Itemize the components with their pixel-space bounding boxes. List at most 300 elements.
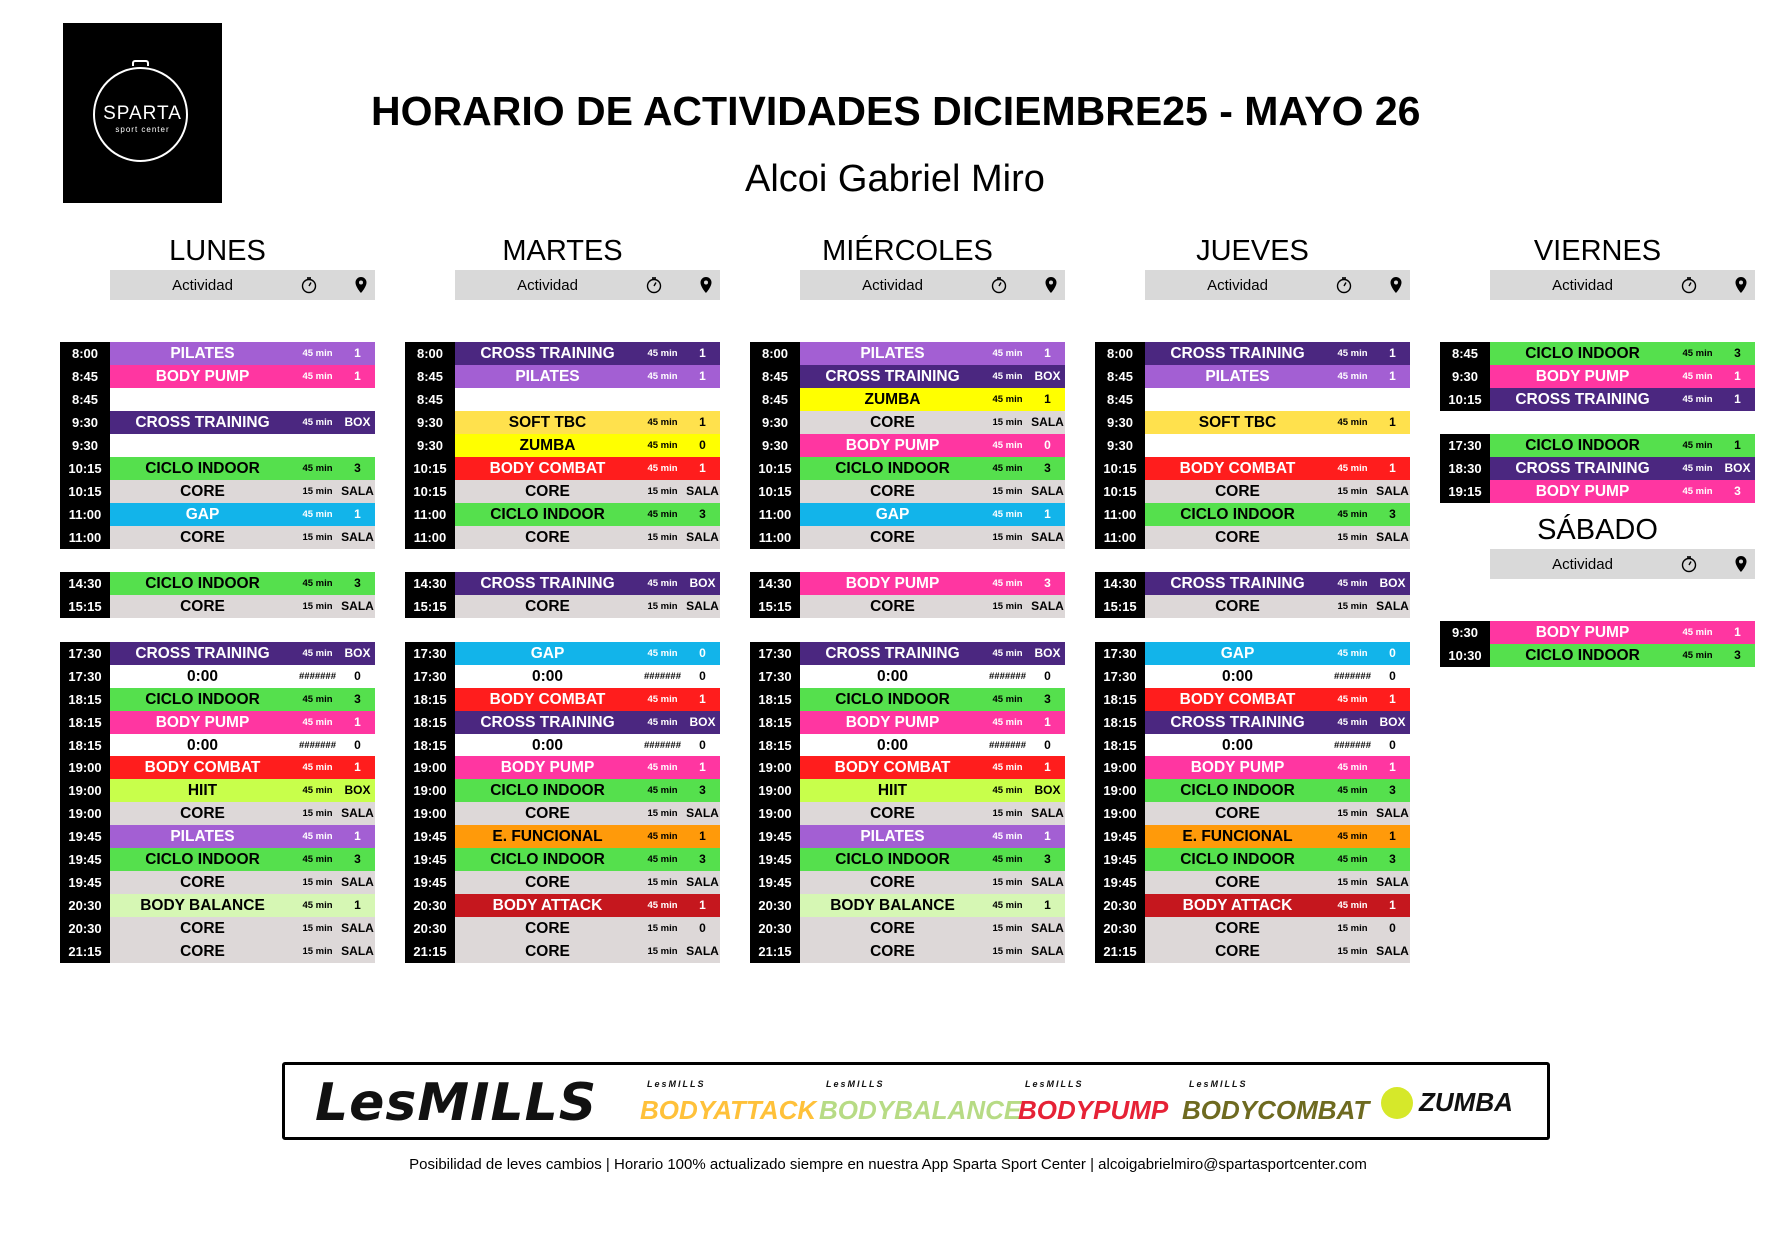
class-duration: 45 min xyxy=(1330,365,1375,388)
class-name: CORE xyxy=(800,802,985,825)
class-name: PILATES xyxy=(1145,365,1330,388)
schedule-row xyxy=(1440,621,1755,644)
class-time: 15:15 xyxy=(405,595,455,618)
schedule-row xyxy=(1095,756,1410,779)
class-room: 1 xyxy=(685,411,720,434)
class-name: CORE xyxy=(800,917,985,940)
class-name: BODY PUMP xyxy=(455,756,640,779)
class-time: 18:15 xyxy=(750,711,800,734)
class-name: CICLO INDOOR xyxy=(1490,644,1675,667)
schedule-row xyxy=(60,711,375,734)
class-time: 15:15 xyxy=(1095,595,1145,618)
class-time: 9:30 xyxy=(60,411,110,434)
class-room: SALA xyxy=(340,480,375,503)
class-name: 0:00 xyxy=(110,665,295,688)
schedule-row xyxy=(405,940,720,963)
class-duration: 45 min xyxy=(985,457,1030,480)
class-room: 1 xyxy=(685,342,720,365)
class-room: 3 xyxy=(340,572,375,595)
class-room: 1 xyxy=(1375,688,1410,711)
schedule-row xyxy=(405,365,720,388)
class-room: 3 xyxy=(1030,572,1065,595)
class-room: SALA xyxy=(1030,802,1065,825)
class-duration: 45 min xyxy=(985,894,1030,917)
class-duration: ####### xyxy=(640,734,685,757)
class-name: CICLO INDOOR xyxy=(1490,342,1675,365)
schedule-row xyxy=(750,848,1065,871)
class-duration: 45 min xyxy=(295,894,340,917)
class-duration: 15 min xyxy=(295,940,340,963)
day-title: MARTES xyxy=(502,235,623,267)
class-duration: 45 min xyxy=(1675,388,1720,411)
schedule-row xyxy=(1095,503,1410,526)
bodybalance-prefix: LesMILLS xyxy=(826,1079,885,1089)
schedule-row xyxy=(60,595,375,618)
class-name: HIIT xyxy=(110,779,295,802)
schedule-row xyxy=(1095,940,1410,963)
class-room: 1 xyxy=(1375,894,1410,917)
class-name: CROSS TRAINING xyxy=(110,642,295,665)
class-room: 3 xyxy=(340,688,375,711)
class-time: 9:30 xyxy=(1440,365,1490,388)
class-room: 0 xyxy=(685,917,720,940)
class-time: 17:30 xyxy=(750,642,800,665)
class-duration: 45 min xyxy=(1330,688,1375,711)
class-time: 18:15 xyxy=(750,688,800,711)
class-duration: 45 min xyxy=(640,894,685,917)
class-duration: 45 min xyxy=(640,434,685,457)
class-time: 10:30 xyxy=(1440,644,1490,667)
class-room xyxy=(340,434,375,457)
class-room: BOX xyxy=(340,779,375,802)
class-duration: 45 min xyxy=(985,434,1030,457)
class-name: CORE xyxy=(110,595,295,618)
class-duration xyxy=(640,388,685,411)
schedule-row xyxy=(405,411,720,434)
class-duration: 45 min xyxy=(1330,825,1375,848)
day-title: JUEVES xyxy=(1196,235,1309,267)
schedule-row xyxy=(1095,365,1410,388)
class-duration: 45 min xyxy=(985,779,1030,802)
schedule-row xyxy=(750,825,1065,848)
class-duration: 45 min xyxy=(985,848,1030,871)
schedule-row xyxy=(60,665,375,688)
class-time: 10:15 xyxy=(60,480,110,503)
class-time: 8:00 xyxy=(750,342,800,365)
class-time: 10:15 xyxy=(405,480,455,503)
class-name: CORE xyxy=(1145,595,1330,618)
location-pin-icon xyxy=(354,276,368,298)
location-pin-icon xyxy=(1044,276,1058,298)
class-duration: 15 min xyxy=(640,940,685,963)
class-time: 18:15 xyxy=(750,734,800,757)
class-name: CROSS TRAINING xyxy=(1145,342,1330,365)
class-room: BOX xyxy=(340,642,375,665)
zumba-icon xyxy=(1381,1087,1413,1119)
class-room: BOX xyxy=(1030,642,1065,665)
logo-brand: SPARTA xyxy=(103,103,182,124)
class-time: 19:00 xyxy=(750,756,800,779)
class-room: 0 xyxy=(685,665,720,688)
class-time: 17:30 xyxy=(60,642,110,665)
bodyattack-logo: BODYATTACK xyxy=(640,1095,817,1125)
class-room: 1 xyxy=(1720,621,1755,644)
class-duration: 45 min xyxy=(985,756,1030,779)
class-room: 1 xyxy=(1375,365,1410,388)
class-time: 19:45 xyxy=(405,848,455,871)
class-name: PILATES xyxy=(800,825,985,848)
class-room: SALA xyxy=(1375,940,1410,963)
schedule-row xyxy=(1095,734,1410,757)
class-time: 19:45 xyxy=(1095,825,1145,848)
class-time: 17:30 xyxy=(405,642,455,665)
location-pin-icon xyxy=(1389,276,1403,298)
class-duration: 15 min xyxy=(1330,871,1375,894)
schedule-row xyxy=(60,825,375,848)
schedule-row xyxy=(60,779,375,802)
class-duration: 15 min xyxy=(640,871,685,894)
class-room: SALA xyxy=(1375,871,1410,894)
class-time: 8:45 xyxy=(1095,365,1145,388)
class-room: 3 xyxy=(1375,779,1410,802)
lesmills-logo: LesMILLS xyxy=(315,1073,598,1133)
column-header xyxy=(1145,270,1410,300)
class-duration xyxy=(295,388,340,411)
schedule-row xyxy=(60,848,375,871)
class-room: 0 xyxy=(1375,734,1410,757)
schedule-row xyxy=(405,457,720,480)
schedule-row xyxy=(60,642,375,665)
class-room: SALA xyxy=(1375,595,1410,618)
class-name: SOFT TBC xyxy=(455,411,640,434)
class-name xyxy=(1145,434,1330,457)
class-room: 1 xyxy=(1720,388,1755,411)
class-name: CICLO INDOOR xyxy=(1145,848,1330,871)
class-time: 17:30 xyxy=(405,665,455,688)
class-duration: 45 min xyxy=(1330,756,1375,779)
class-time: 10:15 xyxy=(405,457,455,480)
class-room: BOX xyxy=(685,711,720,734)
column-header-activity: Actividad xyxy=(517,277,578,294)
column-header xyxy=(1490,270,1755,300)
class-duration: 45 min xyxy=(295,457,340,480)
class-duration: 15 min xyxy=(985,480,1030,503)
schedule-row xyxy=(1095,342,1410,365)
schedule-row xyxy=(60,894,375,917)
class-room: SALA xyxy=(340,917,375,940)
schedule-row xyxy=(60,503,375,526)
class-name: CORE xyxy=(455,940,640,963)
class-name: CORE xyxy=(110,802,295,825)
class-name: BODY ATTACK xyxy=(455,894,640,917)
class-time: 11:00 xyxy=(60,526,110,549)
class-name: BODY PUMP xyxy=(800,711,985,734)
class-duration: ####### xyxy=(295,734,340,757)
class-time: 10:15 xyxy=(1095,480,1145,503)
class-room: 0 xyxy=(1030,734,1065,757)
class-time: 19:00 xyxy=(60,802,110,825)
class-name: E. FUNCIONAL xyxy=(1145,825,1330,848)
schedule-row xyxy=(750,526,1065,549)
class-room: 1 xyxy=(340,756,375,779)
schedule-row xyxy=(1095,480,1410,503)
class-name: BODY COMBAT xyxy=(455,457,640,480)
bodybalance-logo: BODYBALANCE xyxy=(819,1095,1022,1125)
class-duration: 45 min xyxy=(295,688,340,711)
class-name: CICLO INDOOR xyxy=(1490,434,1675,457)
class-duration: 15 min xyxy=(295,595,340,618)
class-duration: 45 min xyxy=(295,642,340,665)
class-duration: ####### xyxy=(1330,734,1375,757)
class-duration: ####### xyxy=(295,665,340,688)
class-name: BODY COMBAT xyxy=(455,688,640,711)
class-duration: 45 min xyxy=(640,779,685,802)
class-duration: 45 min xyxy=(295,848,340,871)
class-duration: 15 min xyxy=(295,526,340,549)
schedule-row xyxy=(1095,434,1410,457)
class-room: 1 xyxy=(1375,411,1410,434)
class-room: 1 xyxy=(1720,365,1755,388)
class-room: SALA xyxy=(1030,526,1065,549)
class-time: 8:45 xyxy=(60,388,110,411)
class-name: CICLO INDOOR xyxy=(110,457,295,480)
class-time: 11:00 xyxy=(1095,503,1145,526)
class-name: BODY COMBAT xyxy=(1145,688,1330,711)
schedule-row xyxy=(60,457,375,480)
class-duration: 15 min xyxy=(985,526,1030,549)
class-name xyxy=(455,388,640,411)
schedule-row xyxy=(60,756,375,779)
class-time: 18:15 xyxy=(1095,688,1145,711)
class-room xyxy=(340,388,375,411)
class-duration: 45 min xyxy=(295,503,340,526)
class-duration: 45 min xyxy=(1675,480,1720,503)
class-duration xyxy=(1330,434,1375,457)
class-name: CROSS TRAINING xyxy=(800,642,985,665)
stopwatch-icon xyxy=(645,276,663,298)
class-name: 0:00 xyxy=(800,734,985,757)
schedule-row xyxy=(1095,388,1410,411)
schedule-row xyxy=(750,779,1065,802)
class-duration: 45 min xyxy=(985,503,1030,526)
class-room: 3 xyxy=(685,848,720,871)
column-header-activity: Actividad xyxy=(1552,556,1613,573)
schedule-row xyxy=(750,342,1065,365)
location-pin-icon xyxy=(1734,276,1748,298)
class-name: BODY PUMP xyxy=(110,365,295,388)
class-room: 1 xyxy=(685,894,720,917)
class-time: 19:45 xyxy=(60,848,110,871)
class-duration: 45 min xyxy=(640,365,685,388)
class-room: 1 xyxy=(1375,756,1410,779)
schedule-row xyxy=(750,917,1065,940)
schedule-row xyxy=(1440,342,1755,365)
class-room: 1 xyxy=(1030,503,1065,526)
class-room: 1 xyxy=(685,457,720,480)
class-name: 0:00 xyxy=(110,734,295,757)
class-time: 18:15 xyxy=(1095,734,1145,757)
class-duration: 45 min xyxy=(1330,342,1375,365)
class-time: 19:45 xyxy=(1095,848,1145,871)
class-name: CICLO INDOOR xyxy=(110,572,295,595)
class-room: 3 xyxy=(1030,688,1065,711)
class-duration: 15 min xyxy=(985,802,1030,825)
class-room: SALA xyxy=(1030,480,1065,503)
schedule-row xyxy=(750,503,1065,526)
class-time: 18:15 xyxy=(60,734,110,757)
class-name: CORE xyxy=(800,480,985,503)
schedule-row xyxy=(405,711,720,734)
schedule-row xyxy=(1440,434,1755,457)
class-name: CORE xyxy=(455,917,640,940)
class-room xyxy=(685,388,720,411)
class-duration: 15 min xyxy=(640,480,685,503)
class-time: 20:30 xyxy=(750,917,800,940)
class-room: SALA xyxy=(685,802,720,825)
class-room: 0 xyxy=(685,734,720,757)
schedule-row xyxy=(1095,802,1410,825)
class-name: CROSS TRAINING xyxy=(1490,457,1675,480)
schedule-row xyxy=(1095,871,1410,894)
class-room: 1 xyxy=(340,365,375,388)
class-room: 3 xyxy=(1030,848,1065,871)
column-header-activity: Actividad xyxy=(1552,277,1613,294)
class-name: CROSS TRAINING xyxy=(1145,711,1330,734)
location-pin-icon xyxy=(699,276,713,298)
class-room: 3 xyxy=(1720,480,1755,503)
class-time: 9:30 xyxy=(1095,411,1145,434)
class-name: BODY BALANCE xyxy=(110,894,295,917)
class-room: 3 xyxy=(1720,342,1755,365)
class-duration: 45 min xyxy=(985,365,1030,388)
class-time: 19:00 xyxy=(60,756,110,779)
class-name: CORE xyxy=(455,802,640,825)
schedule-row xyxy=(405,572,720,595)
class-room: 3 xyxy=(340,848,375,871)
class-duration: 45 min xyxy=(640,503,685,526)
class-duration: 45 min xyxy=(1675,457,1720,480)
class-time: 8:45 xyxy=(405,365,455,388)
class-room: 0 xyxy=(1030,434,1065,457)
class-time: 9:30 xyxy=(750,434,800,457)
class-name: CORE xyxy=(800,940,985,963)
class-room: BOX xyxy=(1375,711,1410,734)
stopwatch-icon xyxy=(1680,276,1698,298)
class-name: 0:00 xyxy=(1145,665,1330,688)
schedule-row xyxy=(1095,688,1410,711)
schedule-row xyxy=(1095,595,1410,618)
class-name: CORE xyxy=(455,526,640,549)
class-name: CROSS TRAINING xyxy=(455,711,640,734)
class-name: CORE xyxy=(800,526,985,549)
schedule-row xyxy=(750,434,1065,457)
class-room: SALA xyxy=(1030,871,1065,894)
class-room: 1 xyxy=(1375,342,1410,365)
class-duration: 15 min xyxy=(1330,917,1375,940)
class-duration: 45 min xyxy=(295,711,340,734)
class-duration: 45 min xyxy=(640,688,685,711)
class-room: 0 xyxy=(340,665,375,688)
class-time: 19:00 xyxy=(1095,779,1145,802)
class-duration: 45 min xyxy=(640,848,685,871)
class-duration: 45 min xyxy=(640,457,685,480)
class-time: 8:45 xyxy=(1440,342,1490,365)
schedule-row xyxy=(60,480,375,503)
class-name: CICLO INDOOR xyxy=(455,503,640,526)
schedule-row xyxy=(750,388,1065,411)
class-room: BOX xyxy=(685,572,720,595)
schedule-row xyxy=(60,434,375,457)
schedule-row xyxy=(750,595,1065,618)
class-time: 11:00 xyxy=(750,503,800,526)
class-room: BOX xyxy=(1030,779,1065,802)
class-room xyxy=(1375,434,1410,457)
schedule-row xyxy=(60,688,375,711)
class-name: CORE xyxy=(1145,940,1330,963)
class-time: 21:15 xyxy=(1095,940,1145,963)
class-room: 1 xyxy=(340,711,375,734)
class-time: 8:00 xyxy=(60,342,110,365)
schedule-row xyxy=(750,711,1065,734)
sparta-logo xyxy=(63,23,222,203)
class-name: HIIT xyxy=(800,779,985,802)
class-time: 19:00 xyxy=(405,756,455,779)
class-room: 3 xyxy=(1375,848,1410,871)
schedule-row xyxy=(1440,388,1755,411)
class-time: 18:15 xyxy=(60,711,110,734)
schedule-row xyxy=(1095,711,1410,734)
class-duration: 15 min xyxy=(1330,480,1375,503)
class-name: BODY PUMP xyxy=(1490,621,1675,644)
class-name: CORE xyxy=(1145,480,1330,503)
class-duration: 45 min xyxy=(1330,894,1375,917)
class-time: 17:30 xyxy=(750,665,800,688)
class-name: CROSS TRAINING xyxy=(1490,388,1675,411)
class-room: 1 xyxy=(1375,825,1410,848)
day-title: MIÉRCOLES xyxy=(822,235,993,267)
schedule-row xyxy=(60,802,375,825)
page-subtitle: Alcoi Gabriel Miro xyxy=(745,158,1045,200)
class-duration: 45 min xyxy=(295,825,340,848)
location-pin-icon xyxy=(1734,555,1748,577)
class-room: 1 xyxy=(340,825,375,848)
class-time: 19:45 xyxy=(405,825,455,848)
class-time: 20:30 xyxy=(750,894,800,917)
class-duration xyxy=(1330,388,1375,411)
class-name: BODY COMBAT xyxy=(110,756,295,779)
column-header-activity: Actividad xyxy=(172,277,233,294)
class-room: 1 xyxy=(340,503,375,526)
class-room: 1 xyxy=(1030,894,1065,917)
schedule-row xyxy=(405,917,720,940)
class-duration: 45 min xyxy=(1330,642,1375,665)
class-room: 3 xyxy=(340,457,375,480)
class-duration: 45 min xyxy=(985,688,1030,711)
schedule-row xyxy=(60,871,375,894)
schedule-row xyxy=(1095,825,1410,848)
class-duration: 45 min xyxy=(295,365,340,388)
class-room: 1 xyxy=(1030,825,1065,848)
schedule-row xyxy=(1095,411,1410,434)
schedule-row xyxy=(405,434,720,457)
class-name: BODY PUMP xyxy=(800,434,985,457)
class-time: 8:45 xyxy=(60,365,110,388)
class-duration: 15 min xyxy=(295,871,340,894)
class-duration: 45 min xyxy=(640,342,685,365)
class-name: CROSS TRAINING xyxy=(800,365,985,388)
class-room: SALA xyxy=(340,940,375,963)
schedule-row xyxy=(1440,480,1755,503)
